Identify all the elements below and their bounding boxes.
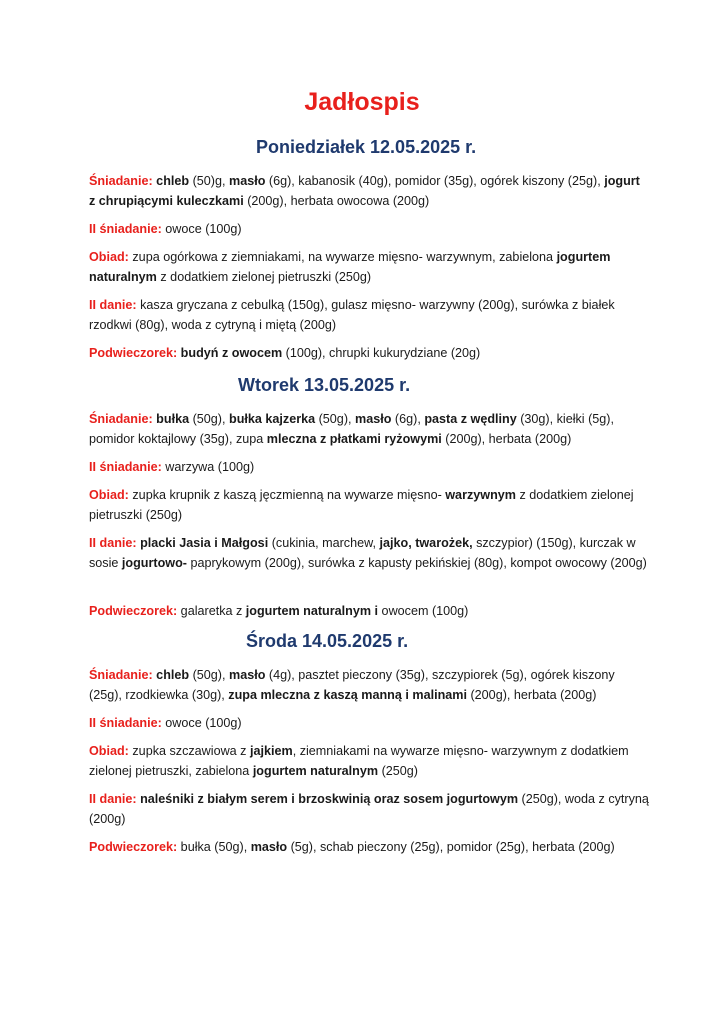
meal-label: Obiad:: [89, 488, 129, 502]
meal-obiad-sroda: [89, 742, 649, 781]
meal-item-bold: masło: [355, 412, 392, 426]
meal-ii-sniadanie-poniedzialek: [89, 220, 649, 240]
meal-item-bold: jogurtem naturalnym i: [245, 604, 379, 618]
meal-label: Śniadanie:: [89, 668, 153, 682]
meal-podwieczorek-wtorek: [89, 602, 649, 622]
meal-item-text: owocem (100g): [378, 604, 469, 618]
meal-item-text: z dodatkiem zielonej pietruszki (250g): [89, 488, 634, 522]
meal-item-text: (200g), herbata owocowa (200g): [243, 193, 430, 208]
meal-label: Śniadanie:: [89, 412, 153, 426]
meal-item-text: (250g): [378, 763, 418, 778]
meal-item-bold: budyń z owocem: [177, 346, 283, 360]
meal-item-bold: masło: [250, 840, 288, 854]
meal-item-bold: masło: [229, 174, 266, 188]
meal-item-text: (50g),: [315, 412, 356, 426]
meal-item-text: , ziemniakami na wywarze mięsno- warzywnym z dodatkiem zielonej pietruszki, zabielona: [89, 744, 629, 778]
meal-item-text: (4g), pasztet pieczony (35g), szczypiorek (5g), ogórek kiszony (25g), rzodkiewka (30g),: [89, 668, 615, 702]
meal-item-bold: jogurtowo-: [121, 555, 187, 570]
meal-item-text: paprykowym (200g), surówka z kapusty pekińskiej (80g), kompot owocowy (200g): [186, 555, 647, 570]
meal-item-text: owoce (100g): [161, 716, 242, 730]
meal-item-bold: chleb: [152, 174, 190, 188]
meal-item-text: (6g),: [391, 412, 425, 426]
meal-item-text: (5g), schab pieczony (25g), pomidor (25g), herbata (200g): [287, 840, 615, 854]
meal-item-bold: naleśniki z białym serem i brzoskwinią oraz sosem jogurtowym: [136, 792, 519, 806]
meal-item-text: (50g),: [189, 668, 229, 682]
meal-label: II śniadanie:: [89, 222, 162, 236]
meal-label: II śniadanie:: [89, 716, 162, 730]
meal-ii-danie-sroda: [89, 790, 649, 829]
meal-item-text: (6g), kabanosik (40g), pomidor (35g), ogórek kiszony (25g),: [265, 174, 605, 188]
page-title: Jadłospis: [304, 88, 420, 116]
meal-obiad-poniedzialek: [89, 248, 649, 287]
meal-item-bold: zupa mleczna z kaszą manną i malinami: [228, 687, 467, 702]
meal-item-text: (250g), woda z cytryną (200g): [89, 792, 649, 826]
meal-podwieczorek-poniedzialek: [89, 344, 649, 364]
meal-item-bold: bułka kajzerka: [229, 412, 316, 426]
meal-obiad-wtorek: [89, 486, 649, 525]
meal-label: Śniadanie:: [89, 174, 153, 188]
meal-item-text: galaretka z: [177, 604, 246, 618]
meal-ii-sniadanie-sroda: [89, 714, 649, 734]
meal-item-text: (200g), herbata (200g): [466, 687, 597, 702]
meal-ii-sniadanie-wtorek: [89, 458, 649, 478]
meal-item-text: zupka szczawiowa z: [128, 744, 250, 758]
meal-item-text: szczypior) (150g), kurczak w sosie: [89, 536, 636, 570]
meal-sniadanie-sroda: [89, 666, 649, 705]
meal-item-text: (cukinia, marchew,: [268, 536, 380, 550]
meal-item-text: zupa ogórkowa z ziemniakami, na wywarze mięsno- warzywnym, zabielona: [128, 250, 557, 264]
meal-item-bold: jogurtem naturalnym: [89, 250, 611, 284]
meal-label: II danie:: [89, 298, 137, 312]
meal-item-text: kasza gryczana z cebulką (150g), gulasz mięsno- warzywny (200g), surówka z białek rzodkwi (80g), woda z cytryną i miętą (200g): [89, 298, 615, 332]
day-heading-poniedzialek: Poniedziałek 12.05.2025 r.: [256, 137, 477, 157]
meal-item-bold: jajkiem: [249, 744, 293, 758]
meal-item-text: zupka krupnik z kaszą jęczmienną na wywarze mięsno-: [128, 488, 446, 502]
meal-sniadanie-poniedzialek: [89, 172, 649, 211]
meal-label: Obiad:: [89, 250, 129, 264]
meal-ii-danie-poniedzialek: [89, 296, 649, 335]
meal-podwieczorek-sroda: [89, 838, 649, 858]
meal-label: Obiad:: [89, 744, 129, 758]
meal-item-text: warzywa (100g): [161, 460, 255, 474]
meal-label: Podwieczorek:: [89, 604, 178, 618]
meal-item-text: (200g), herbata (200g): [441, 431, 572, 446]
meal-item-bold: placki Jasia i Małgosi: [136, 536, 269, 550]
meal-item-text: (50)g,: [189, 174, 229, 188]
meal-item-bold: pasta z wędliny: [424, 412, 517, 426]
meal-item-text: z dodatkiem zielonej pietruszki (250g): [156, 269, 372, 284]
meal-ii-danie-wtorek: [89, 534, 649, 573]
meal-label: Podwieczorek:: [89, 840, 178, 854]
meal-label: II danie:: [89, 536, 137, 550]
day-heading-sroda: Środa 14.05.2025 r.: [246, 631, 409, 651]
meal-item-text: owoce (100g): [161, 222, 242, 236]
meal-item-bold: jajko, twarożek,: [379, 536, 473, 550]
meal-item-bold: warzywnym: [445, 488, 516, 502]
meal-item-text: (100g), chrupki kukurydziane (20g): [282, 346, 481, 360]
meal-item-text: bułka (50g),: [177, 840, 251, 854]
meal-sniadanie-wtorek: [89, 410, 649, 449]
meal-item-bold: jogurtem naturalnym: [252, 763, 379, 778]
meal-item-text: (50g),: [189, 412, 229, 426]
meal-item-bold: chleb: [152, 668, 190, 682]
meal-item-bold: mleczna z płatkami ryżowymi: [266, 431, 442, 446]
meal-item-bold: masło: [229, 668, 266, 682]
meal-item-bold: jogurt z chrupiącymi kuleczkami: [89, 174, 640, 208]
meal-item-text: (30g), kiełki (5g), pomidor koktajlowy (35g), zupa: [89, 412, 615, 446]
meal-label: II śniadanie:: [89, 460, 162, 474]
day-heading-wtorek: Wtorek 13.05.2025 r.: [238, 375, 411, 395]
meal-label: Podwieczorek:: [89, 346, 178, 360]
meal-item-bold: bułka: [152, 412, 190, 426]
meal-label: II danie:: [89, 792, 137, 806]
